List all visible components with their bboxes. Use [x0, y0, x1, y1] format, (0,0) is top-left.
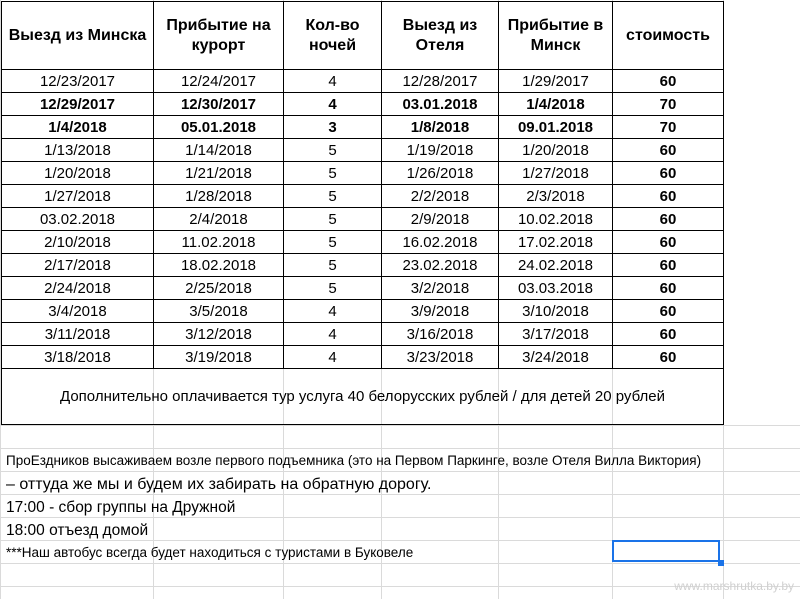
info-line[interactable]: – оттуда же мы и будем их забирать на обратную дорогу. — [6, 476, 432, 493]
cost-cell[interactable]: 60 — [613, 300, 724, 323]
cost-cell[interactable]: 60 — [613, 162, 724, 185]
table-cell[interactable]: 24.02.2018 — [499, 254, 613, 277]
info-line[interactable]: ***Наш автобус всегда будет находиться с туристами в Буковеле — [6, 545, 414, 560]
table-cell[interactable]: 1/14/2018 — [154, 139, 284, 162]
table-cell[interactable]: 2/4/2018 — [154, 208, 284, 231]
table-row — [2, 139, 724, 162]
table-row — [2, 277, 724, 300]
table-cell[interactable]: 3/2/2018 — [382, 277, 499, 300]
table-cell[interactable]: 4 — [284, 93, 382, 116]
table-cell[interactable]: 2/3/2018 — [499, 185, 613, 208]
grid-line — [0, 425, 800, 426]
table-cell[interactable]: 5 — [284, 139, 382, 162]
cost-cell[interactable]: 60 — [613, 70, 724, 93]
cost-cell[interactable]: 70 — [613, 93, 724, 116]
table-cell[interactable]: 12/30/2017 — [154, 93, 284, 116]
table-row — [2, 300, 724, 323]
table-cell[interactable]: 03.01.2018 — [382, 93, 499, 116]
table-cell[interactable]: 4 — [284, 300, 382, 323]
table-cell[interactable]: 3/9/2018 — [382, 300, 499, 323]
selected-cell[interactable] — [612, 540, 720, 562]
table-cell[interactable]: 3/23/2018 — [382, 346, 499, 369]
grid-line — [0, 471, 800, 472]
table-cell[interactable]: 3/10/2018 — [499, 300, 613, 323]
table-cell[interactable]: 17.02.2018 — [499, 231, 613, 254]
table-cell[interactable]: 1/20/2018 — [499, 139, 613, 162]
table-row — [2, 185, 724, 208]
table-row — [2, 254, 724, 277]
table-cell[interactable]: 1/4/2018 — [2, 116, 154, 139]
cost-cell[interactable]: 60 — [613, 254, 724, 277]
table-cell[interactable]: 12/24/2017 — [154, 70, 284, 93]
table-cell[interactable]: 1/8/2018 — [382, 116, 499, 139]
header-cell[interactable]: Прибытие на курорт — [154, 2, 284, 70]
table-row — [2, 93, 724, 116]
table-cell[interactable]: 2/17/2018 — [2, 254, 154, 277]
table-header-row — [2, 2, 724, 70]
table-cell[interactable]: 03.02.2018 — [2, 208, 154, 231]
cost-cell[interactable]: 60 — [613, 277, 724, 300]
cost-cell[interactable]: 60 — [613, 231, 724, 254]
grid-line — [0, 517, 800, 518]
grid-line — [0, 563, 800, 564]
cost-cell[interactable]: 60 — [613, 139, 724, 162]
table-cell[interactable]: 12/29/2017 — [2, 93, 154, 116]
table-cell[interactable]: 1/19/2018 — [382, 139, 499, 162]
table-cell[interactable]: 11.02.2018 — [154, 231, 284, 254]
header-cell[interactable]: Выезд из Минска — [2, 2, 154, 70]
table-row — [2, 162, 724, 185]
table-cell[interactable]: 10.02.2018 — [499, 208, 613, 231]
info-line[interactable]: 18:00 отъезд домой — [6, 522, 149, 539]
table-cell[interactable]: 2/2/2018 — [382, 185, 499, 208]
table-cell[interactable]: 05.01.2018 — [154, 116, 284, 139]
table-cell[interactable]: 12/28/2017 — [382, 70, 499, 93]
table-cell[interactable]: 2/10/2018 — [2, 231, 154, 254]
table-cell[interactable]: 3/19/2018 — [154, 346, 284, 369]
table-cell[interactable]: 3/18/2018 — [2, 346, 154, 369]
header-cell[interactable]: Выезд из Отеля — [382, 2, 499, 70]
table-cell[interactable]: 09.01.2018 — [499, 116, 613, 139]
cost-cell[interactable]: 60 — [613, 185, 724, 208]
header-cell[interactable]: стоимость — [613, 2, 724, 70]
table-cell[interactable]: 2/9/2018 — [382, 208, 499, 231]
cost-cell[interactable]: 60 — [613, 323, 724, 346]
table-cell[interactable]: 5 — [284, 208, 382, 231]
table-cell[interactable]: 12/23/2017 — [2, 70, 154, 93]
table-cell[interactable]: 2/24/2018 — [2, 277, 154, 300]
table-cell[interactable]: 2/25/2018 — [154, 277, 284, 300]
table-cell[interactable]: 5 — [284, 277, 382, 300]
grid-line — [0, 448, 800, 449]
table-cell[interactable]: 1/27/2018 — [499, 162, 613, 185]
watermark: www.marshrutka.by.by — [674, 579, 794, 593]
table-cell[interactable]: 4 — [284, 346, 382, 369]
note-row — [2, 369, 724, 425]
table-cell[interactable]: 1/29/2017 — [499, 70, 613, 93]
table-row — [2, 208, 724, 231]
table-cell[interactable]: 1/21/2018 — [154, 162, 284, 185]
table-row — [2, 323, 724, 346]
header-cell[interactable]: Прибытие в Минск — [499, 2, 613, 70]
table-cell[interactable]: 1/4/2018 — [499, 93, 613, 116]
table-cell[interactable]: 1/28/2018 — [154, 185, 284, 208]
cost-cell[interactable]: 60 — [613, 208, 724, 231]
table-cell[interactable]: 5 — [284, 185, 382, 208]
table-cell[interactable]: 3/5/2018 — [154, 300, 284, 323]
table-row — [2, 116, 724, 139]
info-line[interactable]: 17:00 - сбор группы на Дружной — [6, 499, 236, 516]
table-cell[interactable]: 1/20/2018 — [2, 162, 154, 185]
table-cell[interactable]: 5 — [284, 231, 382, 254]
table-cell[interactable]: 3/11/2018 — [2, 323, 154, 346]
table-cell[interactable]: 3/12/2018 — [154, 323, 284, 346]
table-cell[interactable]: 23.02.2018 — [382, 254, 499, 277]
table-row — [2, 231, 724, 254]
table-cell[interactable]: 5 — [284, 162, 382, 185]
table-cell[interactable]: 5 — [284, 254, 382, 277]
table-cell[interactable]: 16.02.2018 — [382, 231, 499, 254]
table-row — [2, 70, 724, 93]
info-line[interactable]: ПроЕздников высаживаем возле первого подъемника (это на Первом Паркинге, возле Отеля Вилла Виктория) — [6, 453, 702, 468]
table-cell[interactable]: 3/24/2018 — [499, 346, 613, 369]
grid-line — [0, 494, 800, 495]
table-row — [2, 346, 724, 369]
table-cell[interactable]: 1/13/2018 — [2, 139, 154, 162]
table-cell[interactable]: 18.02.2018 — [154, 254, 284, 277]
table-cell[interactable]: 4 — [284, 323, 382, 346]
table-cell[interactable]: 3 — [284, 116, 382, 139]
table-cell[interactable]: 3/4/2018 — [2, 300, 154, 323]
tour-schedule-table — [1, 1, 724, 425]
table-cell[interactable]: 3/17/2018 — [499, 323, 613, 346]
cost-cell[interactable]: 60 — [613, 346, 724, 369]
table-cell[interactable]: 1/26/2018 — [382, 162, 499, 185]
header-cell[interactable]: Кол-во ночей — [284, 2, 382, 70]
cost-cell[interactable]: 70 — [613, 116, 724, 139]
table-cell[interactable]: 4 — [284, 70, 382, 93]
note-cell[interactable]: Дополнительно оплачивается тур услуга 40 белорусских рублей / для детей 20 рублей — [2, 369, 724, 425]
fill-handle[interactable] — [718, 560, 724, 566]
table-cell[interactable]: 3/16/2018 — [382, 323, 499, 346]
table-cell[interactable]: 03.03.2018 — [499, 277, 613, 300]
table-cell[interactable]: 1/27/2018 — [2, 185, 154, 208]
